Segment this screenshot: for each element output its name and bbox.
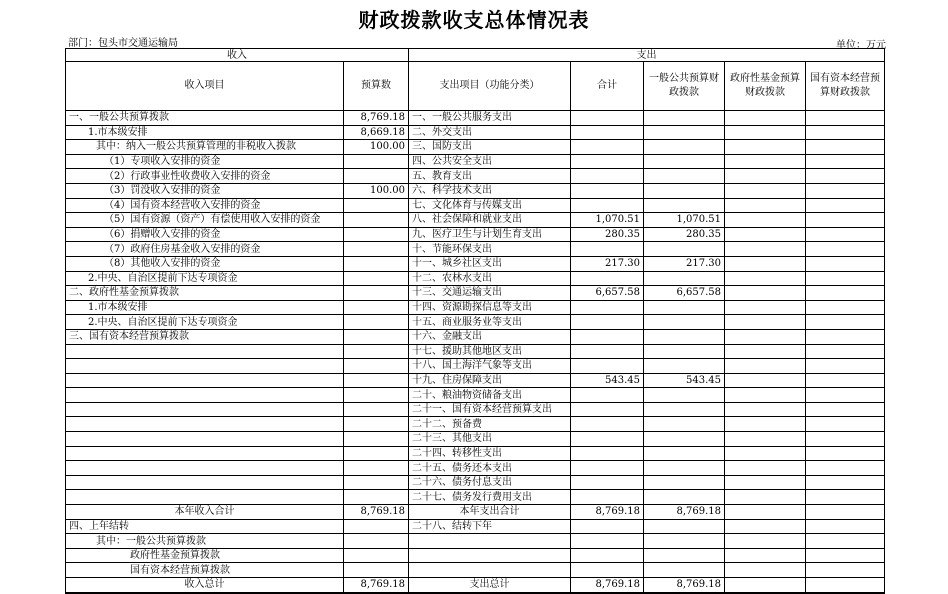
general-budget-cell — [644, 300, 725, 315]
carry-general-cell — [644, 519, 725, 534]
year-gov-fund-cell — [725, 505, 806, 520]
total-cell: 6,657.58 — [571, 286, 644, 301]
gov-fund-cell — [725, 344, 806, 359]
income-item-cell: 二、政府性基金预算拨款 — [66, 286, 344, 301]
general-budget-cell — [644, 446, 725, 461]
general-budget-cell — [644, 388, 725, 403]
group-header-row — [66, 49, 885, 62]
grand-state-capital-cell — [806, 578, 885, 593]
income-amount-cell — [344, 169, 409, 184]
total-cell — [571, 125, 644, 140]
gov-fund-cell — [725, 256, 806, 271]
general-budget-cell — [644, 271, 725, 286]
general-budget-cell — [644, 140, 725, 155]
year-income-total-amount: 8,769.18 — [344, 505, 409, 520]
expense-item-cell: 十七、援助其他地区支出 — [409, 344, 571, 359]
income-amount-cell — [344, 388, 409, 403]
table-row — [66, 183, 885, 198]
carry-general-cell — [644, 534, 725, 549]
income-item-header: 收入项目 — [66, 62, 344, 111]
income-amount-cell — [344, 344, 409, 359]
gov-fund-cell — [725, 315, 806, 330]
gov-fund-cell — [725, 242, 806, 257]
total-cell — [571, 111, 644, 126]
expense-item-cell: 七、文化体育与传媒支出 — [409, 198, 571, 213]
state-capital-cell — [806, 286, 885, 301]
gov-fund-cell — [725, 286, 806, 301]
carry-fund-cell — [725, 534, 806, 549]
gov-fund-header: 政府性基金预算财政拨款 — [725, 62, 806, 111]
carry-expense-cell — [409, 563, 571, 578]
total-header: 合计 — [571, 62, 644, 111]
grand-expense-total-label: 支出总计 — [409, 578, 571, 593]
total-cell — [571, 300, 644, 315]
table-row — [66, 490, 885, 505]
department-label: 部门：包头市交通运输局 — [68, 38, 178, 49]
table-row — [66, 359, 885, 374]
table-row — [66, 329, 885, 344]
gov-fund-cell — [725, 125, 806, 140]
state-capital-cell — [806, 315, 885, 330]
table-row — [66, 344, 885, 359]
gov-fund-cell — [725, 490, 806, 505]
income-amount-cell: 8,669.18 — [344, 125, 409, 140]
income-item-cell — [66, 446, 344, 461]
expense-item-cell: 二十七、债务发行费用支出 — [409, 490, 571, 505]
expense-item-cell: 三、国防支出 — [409, 140, 571, 155]
gov-fund-cell — [725, 373, 806, 388]
table-row — [66, 227, 885, 242]
table-row — [66, 286, 885, 301]
table-row — [66, 417, 885, 432]
year-state-capital-cell — [806, 505, 885, 520]
total-cell — [571, 242, 644, 257]
carry-income-cell: 政府性基金预算拨款 — [66, 548, 344, 563]
total-cell — [571, 359, 644, 374]
total-cell: 1,070.51 — [571, 213, 644, 228]
table-row — [66, 446, 885, 461]
expense-item-cell: 十九、住房保障支出 — [409, 373, 571, 388]
income-item-cell — [66, 490, 344, 505]
state-capital-cell — [806, 402, 885, 417]
general-budget-cell: 6,657.58 — [644, 286, 725, 301]
income-amount-cell: 100.00 — [344, 183, 409, 198]
income-item-cell — [66, 402, 344, 417]
general-budget-cell — [644, 315, 725, 330]
general-budget-cell: 543.45 — [644, 373, 725, 388]
carry-row — [66, 534, 885, 549]
income-item-cell: （1）专项收入安排的资金 — [66, 154, 344, 169]
state-capital-cell — [806, 213, 885, 228]
income-amount-cell: 8,769.18 — [344, 111, 409, 126]
table-row — [66, 315, 885, 330]
income-amount-cell — [344, 227, 409, 242]
state-capital-cell — [806, 490, 885, 505]
budget-table — [65, 48, 885, 594]
expense-item-cell: 二十三、其他支出 — [409, 432, 571, 447]
gov-fund-cell — [725, 183, 806, 198]
carry-general-cell — [644, 563, 725, 578]
carry-general-cell — [644, 548, 725, 563]
state-capital-cell — [806, 446, 885, 461]
state-capital-cell — [806, 183, 885, 198]
total-cell — [571, 315, 644, 330]
total-cell: 280.35 — [571, 227, 644, 242]
year-total-row — [66, 505, 885, 520]
state-capital-cell — [806, 227, 885, 242]
expense-item-cell: 五、教育支出 — [409, 169, 571, 184]
general-budget-cell — [644, 242, 725, 257]
expense-item-cell: 十、节能环保支出 — [409, 242, 571, 257]
grand-total-cell: 8,769.18 — [571, 578, 644, 593]
carry-capital-cell — [806, 534, 885, 549]
table-row — [66, 432, 885, 447]
gov-fund-cell — [725, 402, 806, 417]
general-budget-cell — [644, 461, 725, 476]
table-row — [66, 111, 885, 126]
column-header-row — [66, 62, 885, 111]
carry-income-amount-cell — [344, 548, 409, 563]
income-amount-cell — [344, 256, 409, 271]
income-item-cell: 三、国有资本经营预算拨款 — [66, 329, 344, 344]
table-row — [66, 169, 885, 184]
state-capital-cell — [806, 169, 885, 184]
income-amount-cell — [344, 154, 409, 169]
income-item-cell: 其中：纳入一般公共预算管理的非税收入拨款 — [66, 140, 344, 155]
year-general-budget-cell: 8,769.18 — [644, 505, 725, 520]
income-amount-cell — [344, 475, 409, 490]
carry-total-cell — [571, 519, 644, 534]
income-amount-cell — [344, 315, 409, 330]
expense-item-cell: 十二、农林水支出 — [409, 271, 571, 286]
state-capital-cell — [806, 154, 885, 169]
carry-total-cell — [571, 548, 644, 563]
income-item-cell: （7）政府住房基金收入安排的资金 — [66, 242, 344, 257]
general-budget-cell — [644, 183, 725, 198]
table-row — [66, 388, 885, 403]
carry-row — [66, 519, 885, 534]
grand-total-row — [66, 578, 885, 593]
gov-fund-cell — [725, 213, 806, 228]
carry-income-cell: 其中：一般公共预算拨款 — [66, 534, 344, 549]
income-item-cell — [66, 461, 344, 476]
expense-item-cell: 二、外交支出 — [409, 125, 571, 140]
state-capital-cell — [806, 140, 885, 155]
expense-item-cell: 十四、资源勘探信息等支出 — [409, 300, 571, 315]
gov-fund-cell — [725, 198, 806, 213]
expense-item-cell: 十六、金融支出 — [409, 329, 571, 344]
total-cell — [571, 329, 644, 344]
state-capital-header: 国有资本经营预算财政拨款 — [806, 62, 885, 111]
gov-fund-cell — [725, 169, 806, 184]
total-cell — [571, 402, 644, 417]
carry-expense-cell: 二十八、结转下年 — [409, 519, 571, 534]
table-row — [66, 402, 885, 417]
carry-income-cell: 四、上年结转 — [66, 519, 344, 534]
table-row — [66, 461, 885, 476]
total-cell — [571, 475, 644, 490]
state-capital-cell — [806, 300, 885, 315]
total-cell — [571, 183, 644, 198]
page-title: 财政拨款收支总体情况表 — [358, 8, 590, 32]
income-item-cell: 1.市本级安排 — [66, 125, 344, 140]
income-item-cell — [66, 475, 344, 490]
carry-total-cell — [571, 563, 644, 578]
income-item-cell: 2.中央、自治区提前下达专项资金 — [66, 315, 344, 330]
total-cell — [571, 344, 644, 359]
income-amount-cell — [344, 198, 409, 213]
total-cell — [571, 461, 644, 476]
expense-item-cell: 十三、交通运输支出 — [409, 286, 571, 301]
general-budget-cell — [644, 111, 725, 126]
income-amount-cell — [344, 461, 409, 476]
general-budget-cell — [644, 417, 725, 432]
grand-gov-fund-cell — [725, 578, 806, 593]
state-capital-cell — [806, 388, 885, 403]
expense-item-cell: 十八、国土海洋气象等支出 — [409, 359, 571, 374]
expense-item-cell: 二十四、转移性支出 — [409, 446, 571, 461]
income-amount-cell — [344, 432, 409, 447]
expense-item-cell: 二十六、债务付息支出 — [409, 475, 571, 490]
carry-income-amount-cell — [344, 534, 409, 549]
carry-income-amount-cell — [344, 519, 409, 534]
income-amount-cell — [344, 373, 409, 388]
income-item-cell: （5）国有资源（资产）有偿使用收入安排的资金 — [66, 213, 344, 228]
gov-fund-cell — [725, 475, 806, 490]
state-capital-cell — [806, 111, 885, 126]
gov-fund-cell — [725, 140, 806, 155]
general-budget-cell — [644, 198, 725, 213]
income-item-cell: （8）其他收入安排的资金 — [66, 256, 344, 271]
grand-income-total-label: 收入总计 — [66, 578, 344, 593]
expense-item-cell: 六、科学技术支出 — [409, 183, 571, 198]
income-amount-cell — [344, 446, 409, 461]
carry-income-cell: 国有资本经营预算拨款 — [66, 563, 344, 578]
expense-item-cell: 二十五、债务还本支出 — [409, 461, 571, 476]
income-amount-cell — [344, 359, 409, 374]
income-item-cell: 2.中央、自治区提前下达专项资金 — [66, 271, 344, 286]
general-budget-cell — [644, 344, 725, 359]
gov-fund-cell — [725, 388, 806, 403]
state-capital-cell — [806, 461, 885, 476]
total-cell: 217.30 — [571, 256, 644, 271]
income-amount-cell — [344, 213, 409, 228]
unit-label: 单位：万元 — [836, 40, 886, 51]
state-capital-cell — [806, 432, 885, 447]
total-cell — [571, 198, 644, 213]
state-capital-cell — [806, 271, 885, 286]
state-capital-cell — [806, 256, 885, 271]
general-budget-cell — [644, 475, 725, 490]
carry-row — [66, 548, 885, 563]
grand-income-total-amount: 8,769.18 — [344, 578, 409, 593]
total-cell — [571, 417, 644, 432]
table-row — [66, 256, 885, 271]
state-capital-cell — [806, 344, 885, 359]
general-budget-cell — [644, 329, 725, 344]
total-cell — [571, 490, 644, 505]
total-cell — [571, 446, 644, 461]
year-income-total-label: 本年收入合计 — [66, 505, 344, 520]
income-item-cell — [66, 432, 344, 447]
carry-fund-cell — [725, 519, 806, 534]
general-budget-header: 一般公共预算财政拨款 — [644, 62, 725, 111]
income-amount-cell — [344, 242, 409, 257]
table-row — [66, 213, 885, 228]
state-capital-cell — [806, 125, 885, 140]
income-amount-cell — [344, 300, 409, 315]
state-capital-cell — [806, 198, 885, 213]
general-budget-cell — [644, 402, 725, 417]
table-row — [66, 300, 885, 315]
table-row — [66, 125, 885, 140]
carry-row — [66, 563, 885, 578]
income-item-cell: （4）国有资本经营收入安排的资金 — [66, 198, 344, 213]
income-item-cell: 1.市本级安排 — [66, 300, 344, 315]
state-capital-cell — [806, 373, 885, 388]
total-cell — [571, 169, 644, 184]
income-amount-cell — [344, 417, 409, 432]
state-capital-cell — [806, 329, 885, 344]
state-capital-cell — [806, 242, 885, 257]
table-row — [66, 140, 885, 155]
total-cell — [571, 154, 644, 169]
expense-item-cell: 八、社会保障和就业支出 — [409, 213, 571, 228]
expense-item-cell: 二十二、预备费 — [409, 417, 571, 432]
expense-item-cell: 九、医疗卫生与计划生育支出 — [409, 227, 571, 242]
carry-expense-cell — [409, 548, 571, 563]
income-item-cell — [66, 359, 344, 374]
table-row — [66, 271, 885, 286]
gov-fund-cell — [725, 329, 806, 344]
gov-fund-cell — [725, 432, 806, 447]
year-expense-total-label: 本年支出合计 — [409, 505, 571, 520]
gov-fund-cell — [725, 461, 806, 476]
budget-amount-header: 预算数 — [344, 62, 409, 111]
income-amount-cell: 100.00 — [344, 140, 409, 155]
income-item-cell — [66, 388, 344, 403]
table-row — [66, 242, 885, 257]
year-total-cell: 8,769.18 — [571, 505, 644, 520]
income-amount-cell — [344, 286, 409, 301]
expense-item-cell: 一、一般公共服务支出 — [409, 111, 571, 126]
general-budget-cell — [644, 169, 725, 184]
income-amount-cell — [344, 402, 409, 417]
expense-item-header: 支出项目（功能分类） — [409, 62, 571, 111]
grand-general-budget-cell: 8,769.18 — [644, 578, 725, 593]
total-cell — [571, 271, 644, 286]
state-capital-cell — [806, 417, 885, 432]
carry-capital-cell — [806, 563, 885, 578]
expense-group-header: 支出 — [409, 49, 885, 62]
gov-fund-cell — [725, 111, 806, 126]
general-budget-cell — [644, 125, 725, 140]
gov-fund-cell — [725, 227, 806, 242]
gov-fund-cell — [725, 446, 806, 461]
expense-item-cell: 四、公共安全支出 — [409, 154, 571, 169]
carry-capital-cell — [806, 548, 885, 563]
general-budget-cell: 1,070.51 — [644, 213, 725, 228]
general-budget-cell — [644, 359, 725, 374]
general-budget-cell: 280.35 — [644, 227, 725, 242]
income-amount-cell — [344, 490, 409, 505]
income-item-cell: （3）罚没收入安排的资金 — [66, 183, 344, 198]
general-budget-cell — [644, 490, 725, 505]
income-amount-cell — [344, 329, 409, 344]
income-item-cell — [66, 373, 344, 388]
table-row — [66, 373, 885, 388]
table-row — [66, 154, 885, 169]
carry-fund-cell — [725, 548, 806, 563]
general-budget-cell — [644, 432, 725, 447]
total-cell — [571, 432, 644, 447]
expense-item-cell: 十一、城乡社区支出 — [409, 256, 571, 271]
carry-total-cell — [571, 534, 644, 549]
gov-fund-cell — [725, 300, 806, 315]
carry-capital-cell — [806, 519, 885, 534]
total-cell — [571, 140, 644, 155]
state-capital-cell — [806, 475, 885, 490]
gov-fund-cell — [725, 271, 806, 286]
income-item-cell: （6）捐赠收入安排的资金 — [66, 227, 344, 242]
income-item-cell — [66, 344, 344, 359]
total-cell: 543.45 — [571, 373, 644, 388]
expense-item-cell: 二十一、国有资本经营预算支出 — [409, 402, 571, 417]
gov-fund-cell — [725, 154, 806, 169]
carry-expense-cell — [409, 534, 571, 549]
gov-fund-cell — [725, 359, 806, 374]
income-item-cell — [66, 417, 344, 432]
general-budget-cell — [644, 154, 725, 169]
carry-fund-cell — [725, 563, 806, 578]
income-amount-cell — [344, 271, 409, 286]
total-cell — [571, 388, 644, 403]
gov-fund-cell — [725, 417, 806, 432]
state-capital-cell — [806, 359, 885, 374]
table-row — [66, 475, 885, 490]
table-row — [66, 198, 885, 213]
general-budget-cell: 217.30 — [644, 256, 725, 271]
income-group-header: 收入 — [66, 49, 409, 62]
expense-item-cell: 二十、粮油物资储备支出 — [409, 388, 571, 403]
carry-income-amount-cell — [344, 563, 409, 578]
income-item-cell: 一、一般公共预算拨款 — [66, 111, 344, 126]
expense-item-cell: 十五、商业服务业等支出 — [409, 315, 571, 330]
income-item-cell: （2）行政事业性收费收入安排的资金 — [66, 169, 344, 184]
